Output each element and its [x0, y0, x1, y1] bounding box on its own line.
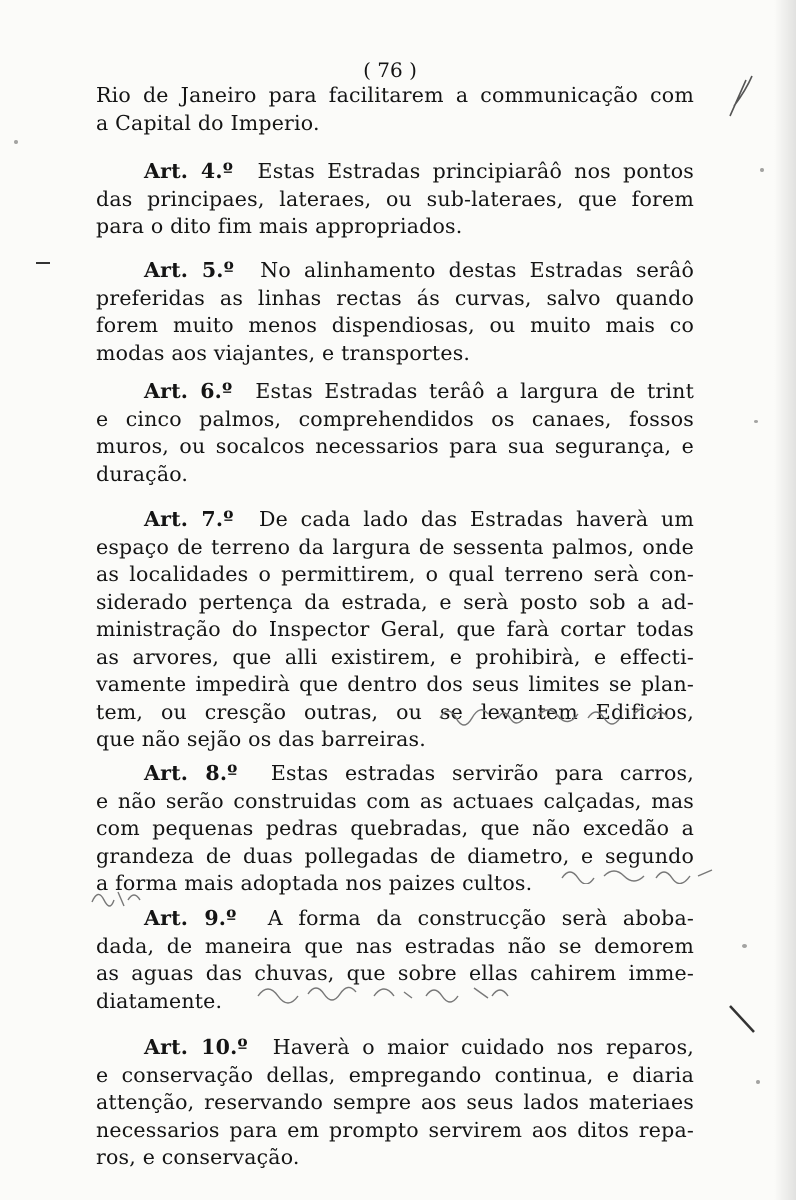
handwritten-annotation: [254, 978, 524, 1004]
article-label: Art. 7.º: [144, 507, 234, 531]
text-line: as aguas das chuvas, que sobre ellas cahirem imme-: [96, 961, 694, 985]
text-line: a forma mais adoptada nos paizes cultos.: [96, 871, 533, 895]
text-line: De cada lado das Estradas haverà um: [259, 507, 694, 531]
ink-speck: [14, 140, 18, 144]
page-edge-shadow: [774, 0, 796, 1200]
text-line: que não sejão os das barreiras.: [96, 727, 426, 751]
text-line: siderado pertença da estrada, e serà posto sob a ad-: [96, 589, 694, 614]
page-number: ( 76 ): [363, 58, 417, 82]
handwritten-annotation: [560, 862, 720, 884]
text-line: e conservação dellas, empregando continua, e diaria: [96, 1062, 694, 1087]
text-line: modas aos viajantes, e transportes.: [96, 340, 471, 365]
text-line: ros, e conservação.: [96, 1145, 300, 1169]
article-label: Art. 9.º: [144, 906, 237, 930]
text-line: attenção, reservando sempre aos seus lados materiaes: [96, 1090, 694, 1114]
handwritten-annotation: [88, 884, 148, 908]
text-line: Estas estradas servirão para carros,: [270, 761, 694, 785]
ink-speck: [742, 944, 747, 948]
ink-speck: [756, 1080, 760, 1084]
ink-speck: [760, 168, 764, 172]
margin-mark: [36, 262, 50, 264]
text-line: vamente impedirà que dentro dos seus limites se plan-: [96, 672, 694, 696]
text-line: as arvores, que alli existirem, e prohibirà, e effecti-: [96, 644, 694, 669]
article-4: [96, 158, 694, 241]
text-line: as localidades o permittirem, o qual terreno serà con-: [96, 562, 694, 586]
text-line: Rio de Janeiro para facilitarem a communicação com: [96, 83, 694, 107]
text-line: Haverà o maior cuidado nos reparos,: [272, 1035, 694, 1059]
article-6: [96, 378, 694, 488]
article-label: Art. 5.º: [144, 258, 235, 282]
text-line: Estas Estradas principiarâô nos pontos: [257, 159, 694, 183]
text-line: tem, ou cresção outras, ou se levantem Edificios,: [96, 699, 694, 724]
text-line: diatamente.: [96, 988, 223, 1013]
margin-mark: [724, 1000, 764, 1040]
article-label: Art. 8.º: [144, 761, 238, 785]
text-line: e cinco palmos, comprehendidos os canaes, fossos: [96, 406, 694, 431]
text-line: ministração do Inspector Geral, que farà cortar todas: [96, 617, 694, 641]
text-line: espaço de terreno da largura de sessenta palmos, onde: [96, 534, 694, 559]
text-line: das principaes, lateraes, ou sub-lateraes, que forem: [96, 186, 694, 211]
margin-mark: [722, 72, 762, 122]
handwritten-annotation: [438, 700, 688, 726]
article-label: Art. 6.º: [144, 379, 233, 403]
text-line: preferidas as linhas rectas ás curvas, salvo quando: [96, 285, 694, 310]
text-line: Estas Estradas terâô a largura de trint: [255, 379, 694, 403]
ink-speck: [754, 420, 758, 423]
text-line: e não serão construidas com as actuaes calçadas, mas: [96, 788, 694, 813]
intro-paragraph: [96, 82, 694, 137]
article-10: [96, 1034, 694, 1172]
text-line: a Capital do Imperio.: [96, 110, 320, 135]
text-line: No alinhamento destas Estradas serâô: [260, 258, 694, 282]
article-label: Art. 4.º: [144, 159, 234, 183]
text-line: A forma da construcção serà aboba-: [267, 906, 694, 930]
text-line: grandeza de duas pollegadas de diametro, e segundo: [96, 843, 694, 868]
text-line: forem muito menos dispendiosas, ou muito mais co: [96, 313, 694, 337]
text-line: com pequenas pedras quebradas, que não excedão a: [96, 816, 694, 840]
text-line: muros, ou socalcos necessarios para sua segurança, e: [96, 434, 694, 458]
text-line: dada, de maneira que nas estradas não se demorem: [96, 933, 694, 958]
text-line: para o dito fim mais appropriados.: [96, 214, 463, 238]
article-5: [96, 257, 694, 367]
text-line: necessarios para em prompto servirem aos ditos repa-: [96, 1117, 694, 1142]
article-label: Art. 10.º: [144, 1035, 248, 1059]
text-line: duração.: [96, 461, 189, 486]
